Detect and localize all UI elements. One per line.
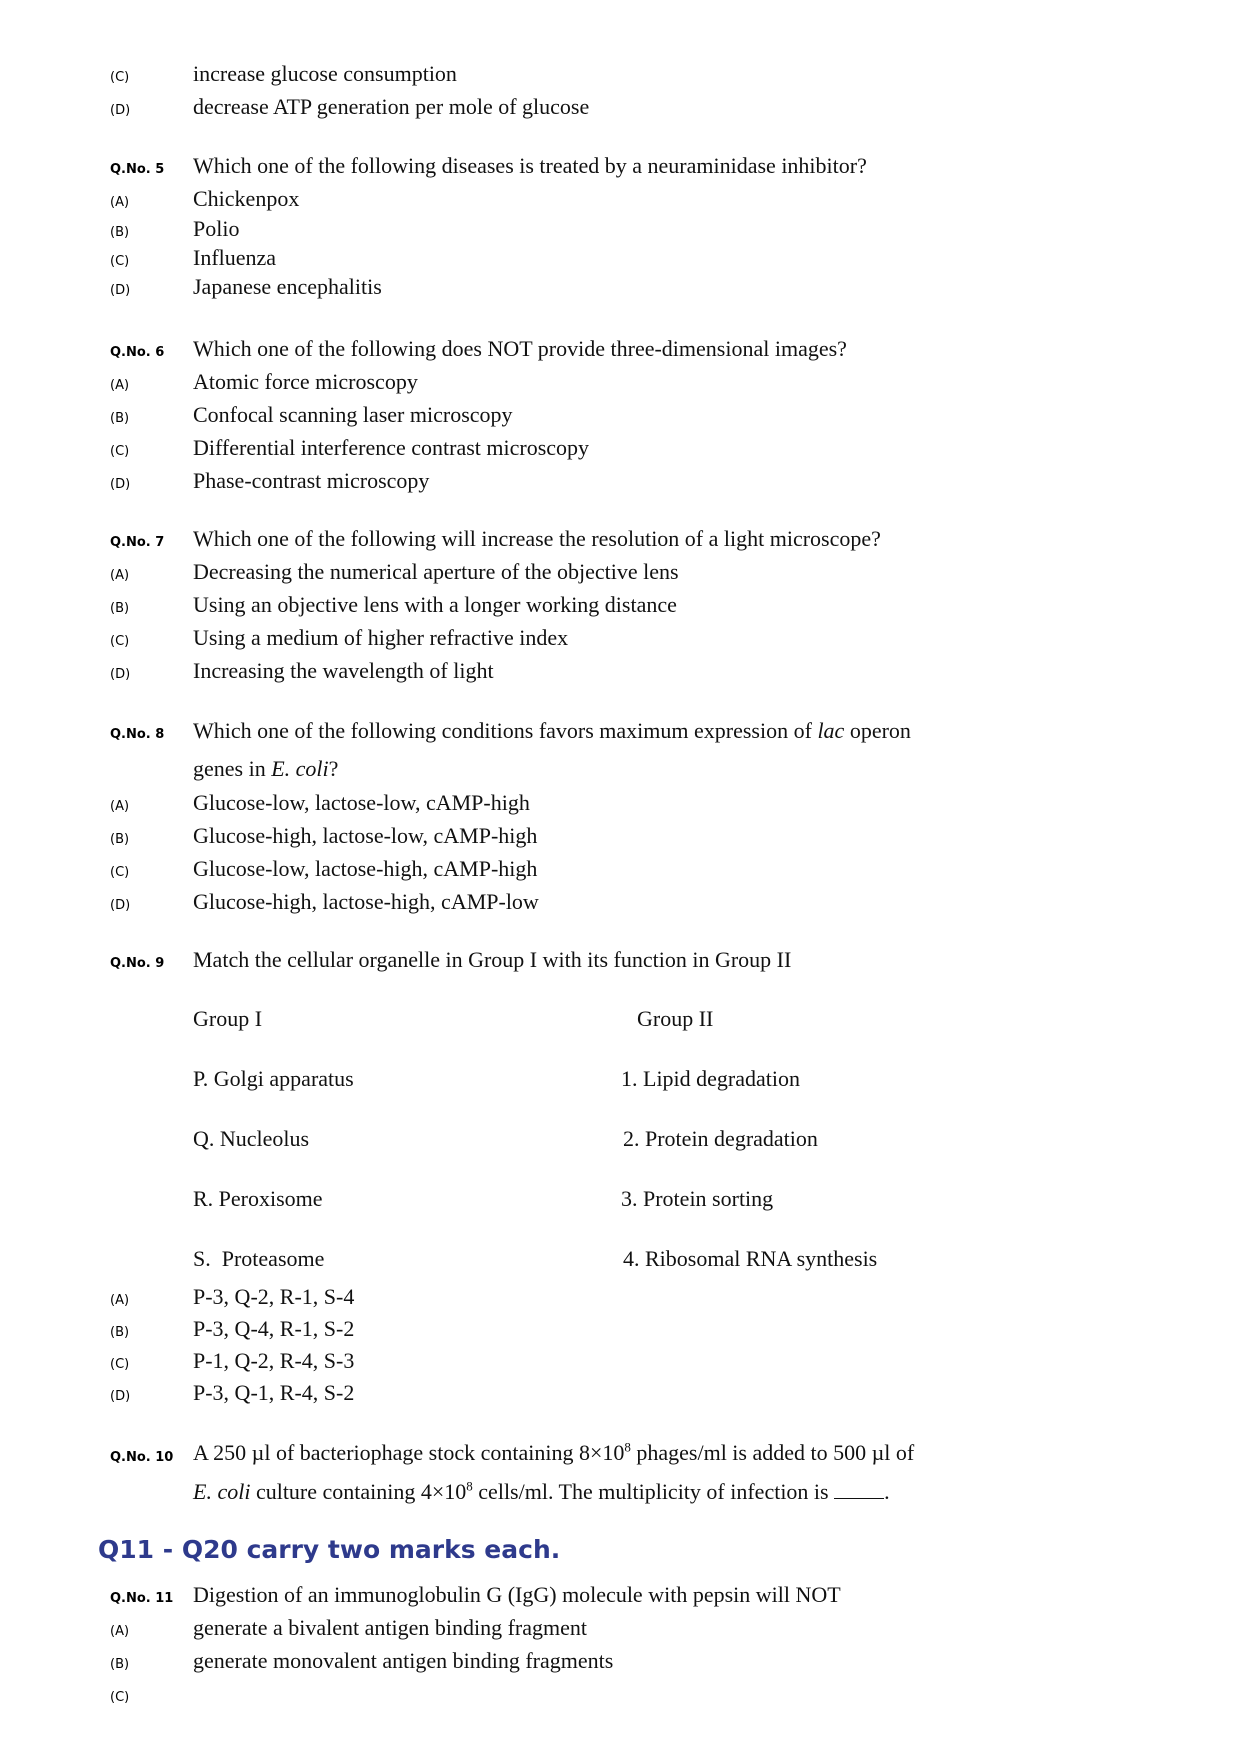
option-text: Using a medium of higher refractive index [193, 625, 569, 650]
option-text: Using an objective lens with a longer working distance [193, 592, 677, 617]
option-text: Glucose-low, lactose-low, cAMP-high [193, 790, 530, 815]
option-label: (B) [110, 1325, 130, 1340]
group-2-item: 3. Protein sorting [621, 1186, 774, 1211]
option-text: Glucose-high, lactose-low, cAMP-high [193, 823, 538, 848]
option-label: (B) [110, 1657, 130, 1672]
option-label: (D) [110, 1389, 131, 1404]
option-label: (A) [110, 1624, 130, 1639]
option-text: Glucose-high, lactose-high, cAMP-low [193, 889, 539, 914]
option-label: (A) [110, 568, 130, 583]
option-label: (C) [110, 1357, 130, 1372]
option-text: Japanese encephalitis [193, 274, 382, 299]
option-text: Phase-contrast microscopy [193, 468, 430, 493]
option-label: (C) [110, 634, 130, 649]
option-text: generate a bivalent antigen binding fragment [193, 1615, 588, 1640]
option-text: Increasing the wavelength of light [193, 658, 494, 683]
option-label: (D) [110, 898, 131, 913]
question-number: Q.No. 8 [110, 727, 165, 742]
option-label: (A) [110, 799, 130, 814]
group-1-item: S. Proteasome [193, 1246, 325, 1271]
option-text: generate monovalent antigen binding fragments [193, 1648, 614, 1673]
question-text: Digestion of an immunoglobulin G (IgG) molecule with pepsin will NOT [193, 1582, 841, 1607]
option-label: (A) [110, 378, 130, 393]
question-text: Which one of the following conditions favors maximum expression of lac operon [193, 718, 911, 743]
option-label: (C) [110, 70, 130, 85]
option-text: Polio [193, 216, 240, 241]
question-text: Which one of the following diseases is treated by a neuraminidase inhibitor? [193, 153, 867, 178]
question-number: Q.No. 6 [110, 345, 165, 360]
option-text: P-1, Q-2, R-4, S-3 [193, 1348, 355, 1373]
answer-blank [834, 1480, 884, 1499]
group-2-item: 2. Protein degradation [623, 1126, 818, 1151]
option-text: Differential interference contrast microscopy [193, 435, 590, 460]
group-1-item: Q. Nucleolus [193, 1126, 310, 1151]
option-label: (C) [110, 1690, 130, 1705]
question-number: Q.No. 7 [110, 535, 165, 550]
option-label: (D) [110, 103, 131, 118]
option-label: (B) [110, 411, 130, 426]
option-text: Decreasing the numerical aperture of the objective lens [193, 559, 679, 584]
option-text: P-3, Q-2, R-1, S-4 [193, 1284, 355, 1309]
option-label: (C) [110, 444, 130, 459]
option-text: P-3, Q-4, R-1, S-2 [193, 1316, 355, 1341]
question-text: Which one of the following will increase the resolution of a light microscope? [193, 526, 881, 551]
option-label: (D) [110, 283, 131, 298]
option-label: (D) [110, 477, 131, 492]
group-1-header: Group I [193, 1006, 263, 1031]
group-2-item: 1. Lipid degradation [621, 1066, 801, 1091]
section-heading: Q11 - Q20 carry two marks each. [98, 1535, 561, 1564]
question-number: Q.No. 11 [110, 1591, 174, 1606]
option-text: P-3, Q-1, R-4, S-2 [193, 1380, 355, 1405]
option-label: (D) [110, 667, 131, 682]
question-text: Match the cellular organelle in Group I with its function in Group II [193, 947, 792, 972]
question-text: Which one of the following does NOT provide three-dimensional images? [193, 336, 847, 361]
group-1-item: P. Golgi apparatus [193, 1066, 354, 1091]
question-text: A 250 µl of bacteriophage stock containing $8\times 10^8$ phages/ml is added to 500 µl of [193, 1439, 915, 1465]
option-text: Influenza [193, 245, 277, 270]
option-label: (B) [110, 225, 130, 240]
option-text: increase glucose consumption [193, 61, 457, 86]
option-text: decrease ATP generation per mole of glucose [193, 94, 590, 119]
question-text-continued: E. coli culture containing $4\times 10^8$ cells/ml. The multiplicity of infection is . [193, 1478, 890, 1504]
group-1-item: R. Peroxisome [193, 1186, 323, 1211]
option-label: (B) [110, 601, 130, 616]
option-label: (A) [110, 195, 130, 210]
option-text: Glucose-low, lactose-high, cAMP-high [193, 856, 538, 881]
option-text: Confocal scanning laser microscopy [193, 402, 513, 427]
option-label: (A) [110, 1293, 130, 1308]
group-2-header: Group II [637, 1006, 714, 1031]
question-number: Q.No. 5 [110, 162, 165, 177]
question-number: Q.No. 10 [110, 1450, 174, 1465]
question-text-continued: genes in E. coli? [193, 756, 339, 781]
question-number: Q.No. 9 [110, 956, 165, 971]
option-text: Atomic force microscopy [193, 369, 418, 394]
option-label: (C) [110, 254, 130, 269]
group-2-item: 4. Ribosomal RNA synthesis [623, 1246, 878, 1271]
option-label: (B) [110, 832, 130, 847]
option-text: Chickenpox [193, 186, 300, 211]
option-label: (C) [110, 865, 130, 880]
